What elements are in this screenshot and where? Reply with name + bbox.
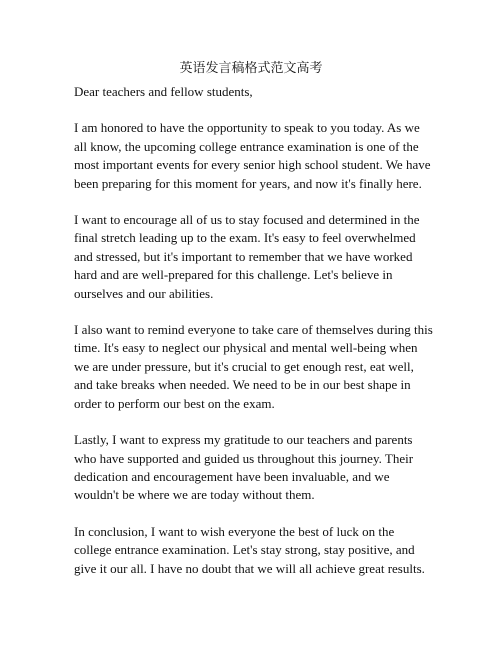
paragraph-4: Lastly, I want to express my gratitude to our teachers and parents who have supported and guided us throughout this journey. Their dedication and encouragement have been invaluable, and we wouldn't be where we are today without them. [74, 432, 414, 503]
document-body [74, 83, 434, 596]
paragraph-1: I am honored to have the opportunity to speak to you today. As we all know, the upcoming college entrance examination is one of the most important events for every senior high school student. We have been preparing for this moment for years, and now it's finally here. [74, 120, 431, 191]
greeting: Dear teachers and fellow students, [74, 84, 253, 99]
paragraph-3: I also want to remind everyone to take care of themselves during this time. It's easy to neglect our physical and mental well-being when we are under pressure, but it's crucial to get enough rest, eat well, and take breaks when needed. We need to be in our best shape in order to perform our best on the exam. [74, 322, 433, 411]
document-title: 英语发言稿格式范文高考 [179, 61, 323, 76]
paragraph-2: I want to encourage all of us to stay focused and determined in the final stretch leading up to the exam. It's easy to feel overwhelmed and stressed, but it's important to remember that we have worked hard and are well-prepared for this challenge. Let's believe in ourselves and our abilities. [74, 212, 420, 301]
paragraph-5: In conclusion, I want to wish everyone the best of luck on the college entrance examination. Let's stay strong, stay positive, and give it our all. I have no doubt that we will all achieve great results. [74, 523, 425, 576]
